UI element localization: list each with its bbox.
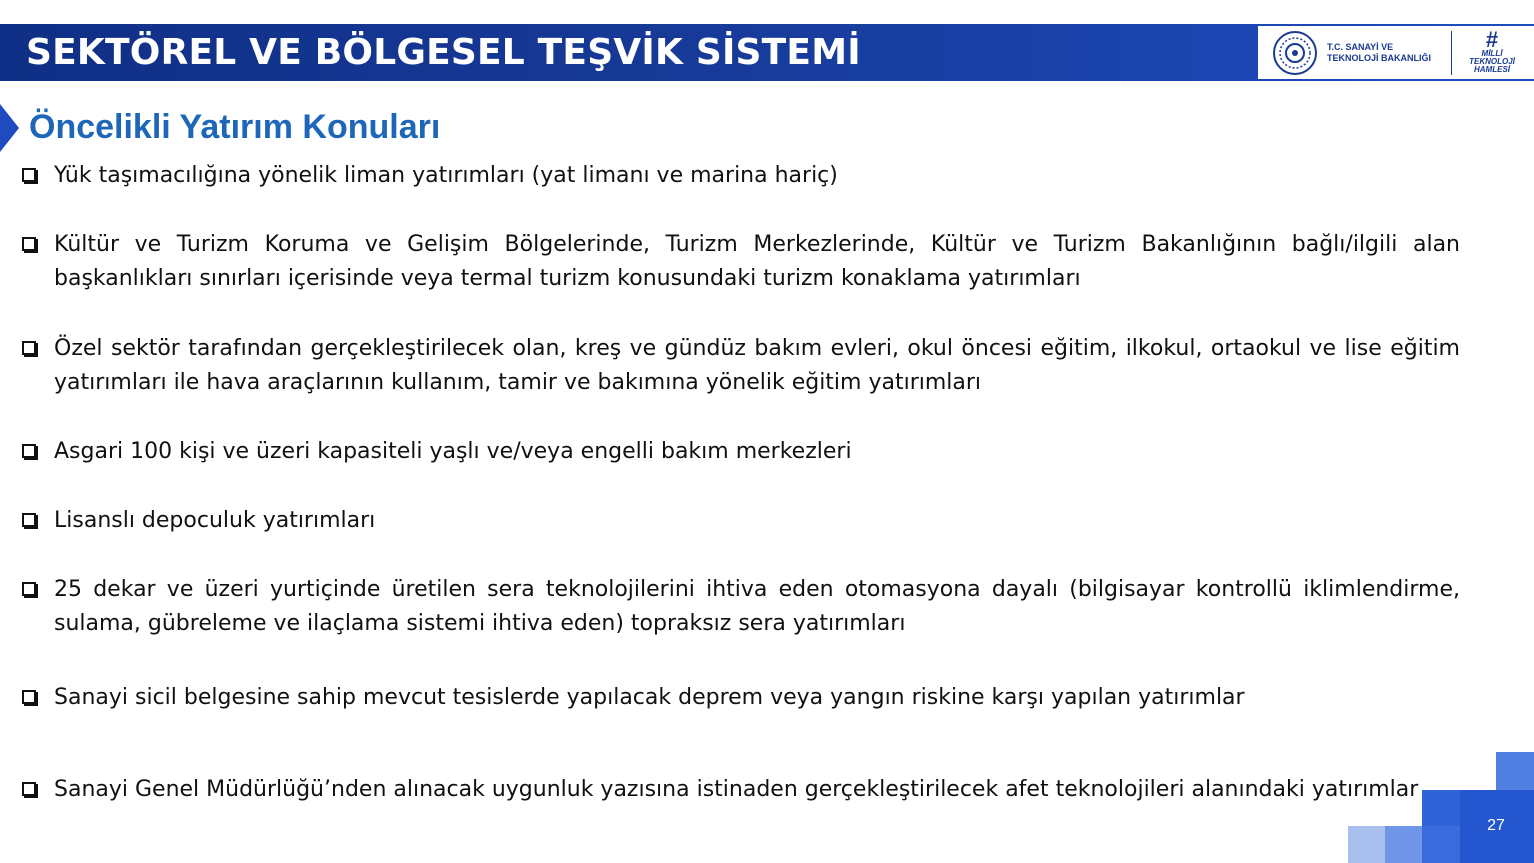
header-title: SEKTÖREL VE BÖLGESEL TEŞVİK SİSTEMİ [26,32,861,73]
ministry-name [1327,42,1431,64]
hashtag-icon: # [1485,27,1499,52]
list-item [22,504,1460,538]
header-bar [0,24,1534,81]
list-item-text: 25 dekar ve üzeri yurtiçinde üretilen sera teknolojilerini ihtiva eden otomasyona dayalı (bilgisayar kontrollü iklimlendirme, sulama, gübreleme ve ilaçlama sistemi ihtiva eden) topraksız sera yatırımları [54,577,1460,636]
checkbox-bullet-icon [22,168,36,182]
mtk-line-3: HAMLESİ [1474,65,1510,74]
list-item [22,681,1460,715]
list-item [22,773,1460,807]
decor-square [1422,826,1460,863]
checkbox-bullet-icon [22,237,36,251]
checkbox-bullet-icon [22,444,36,458]
mtk-line-1: MİLLİ [1481,49,1503,58]
checkbox-bullet-icon [22,513,36,527]
logo-divider [1451,31,1452,75]
list-item-text: Sanayi sicil belgesine sahip mevcut tesislerde yapılacak deprem veya yangın riskine karşı yapılan yatırımlar [54,685,1245,710]
list-item-text: Özel sektör tarafından gerçekleştirilecek olan, kreş ve gündüz bakım evleri, okul öncesi eğitim, ilkokul, ortaokul ve lise eğitim yatırımları ile hava araçlarının kullanım, tamir ve bakımına yönelik eğitim yatırımları [54,336,1460,395]
checkbox-bullet-icon [22,582,36,596]
page-number: 27 [1487,817,1505,834]
checkbox-bullet-icon [22,782,36,796]
checkbox-bullet-icon [22,690,36,704]
decor-square [1422,790,1460,826]
section-title: Öncelikli Yatırım Konuları [29,108,441,146]
list-item [22,159,1460,193]
list-item-text: Kültür ve Turizm Koruma ve Gelişim Bölgelerinde, Turizm Merkezlerinde, Kültür ve Turizm Bakanlığının bağlı/ilgili alan başkanlıkları sınırları içerisinde veya termal turizm konusundaki turizm konaklama yatırımları [54,232,1460,291]
decor-square [1496,752,1534,790]
decor-square [1385,826,1422,863]
checkbox-bullet-icon [22,341,36,355]
section-arrow-icon [0,104,19,152]
list-item [22,332,1460,400]
list-item-text: Sanayi Genel Müdürlüğü’nden alınacak uygunluk yazısına istinaden gerçekleştirilecek afet teknolojileri alanındaki yatırımlar [54,777,1419,802]
ministry-line-2: TEKNOLOJİ BAKANLIĞI [1327,53,1432,63]
ministry-line-1: T.C. SANAYİ VE [1327,42,1394,52]
list-item-text: Lisanslı depoculuk yatırımları [54,508,376,533]
mtk-line-2: TEKNOLOJİ [1469,57,1515,66]
list-item [22,573,1460,641]
ministry-logo [1258,26,1534,79]
decor-square [1348,826,1385,863]
list-item [22,228,1460,296]
list-item-text: Yük taşımacılığına yönelik liman yatırımları (yat limanı ve marina hariç) [54,163,838,188]
milli-teknoloji-logo [1462,27,1522,76]
list-item [22,435,1460,469]
ministry-seal-icon [1272,30,1318,76]
list-item-text: Asgari 100 kişi ve üzeri kapasiteli yaşlı ve/veya engelli bakım merkezleri [54,439,852,464]
